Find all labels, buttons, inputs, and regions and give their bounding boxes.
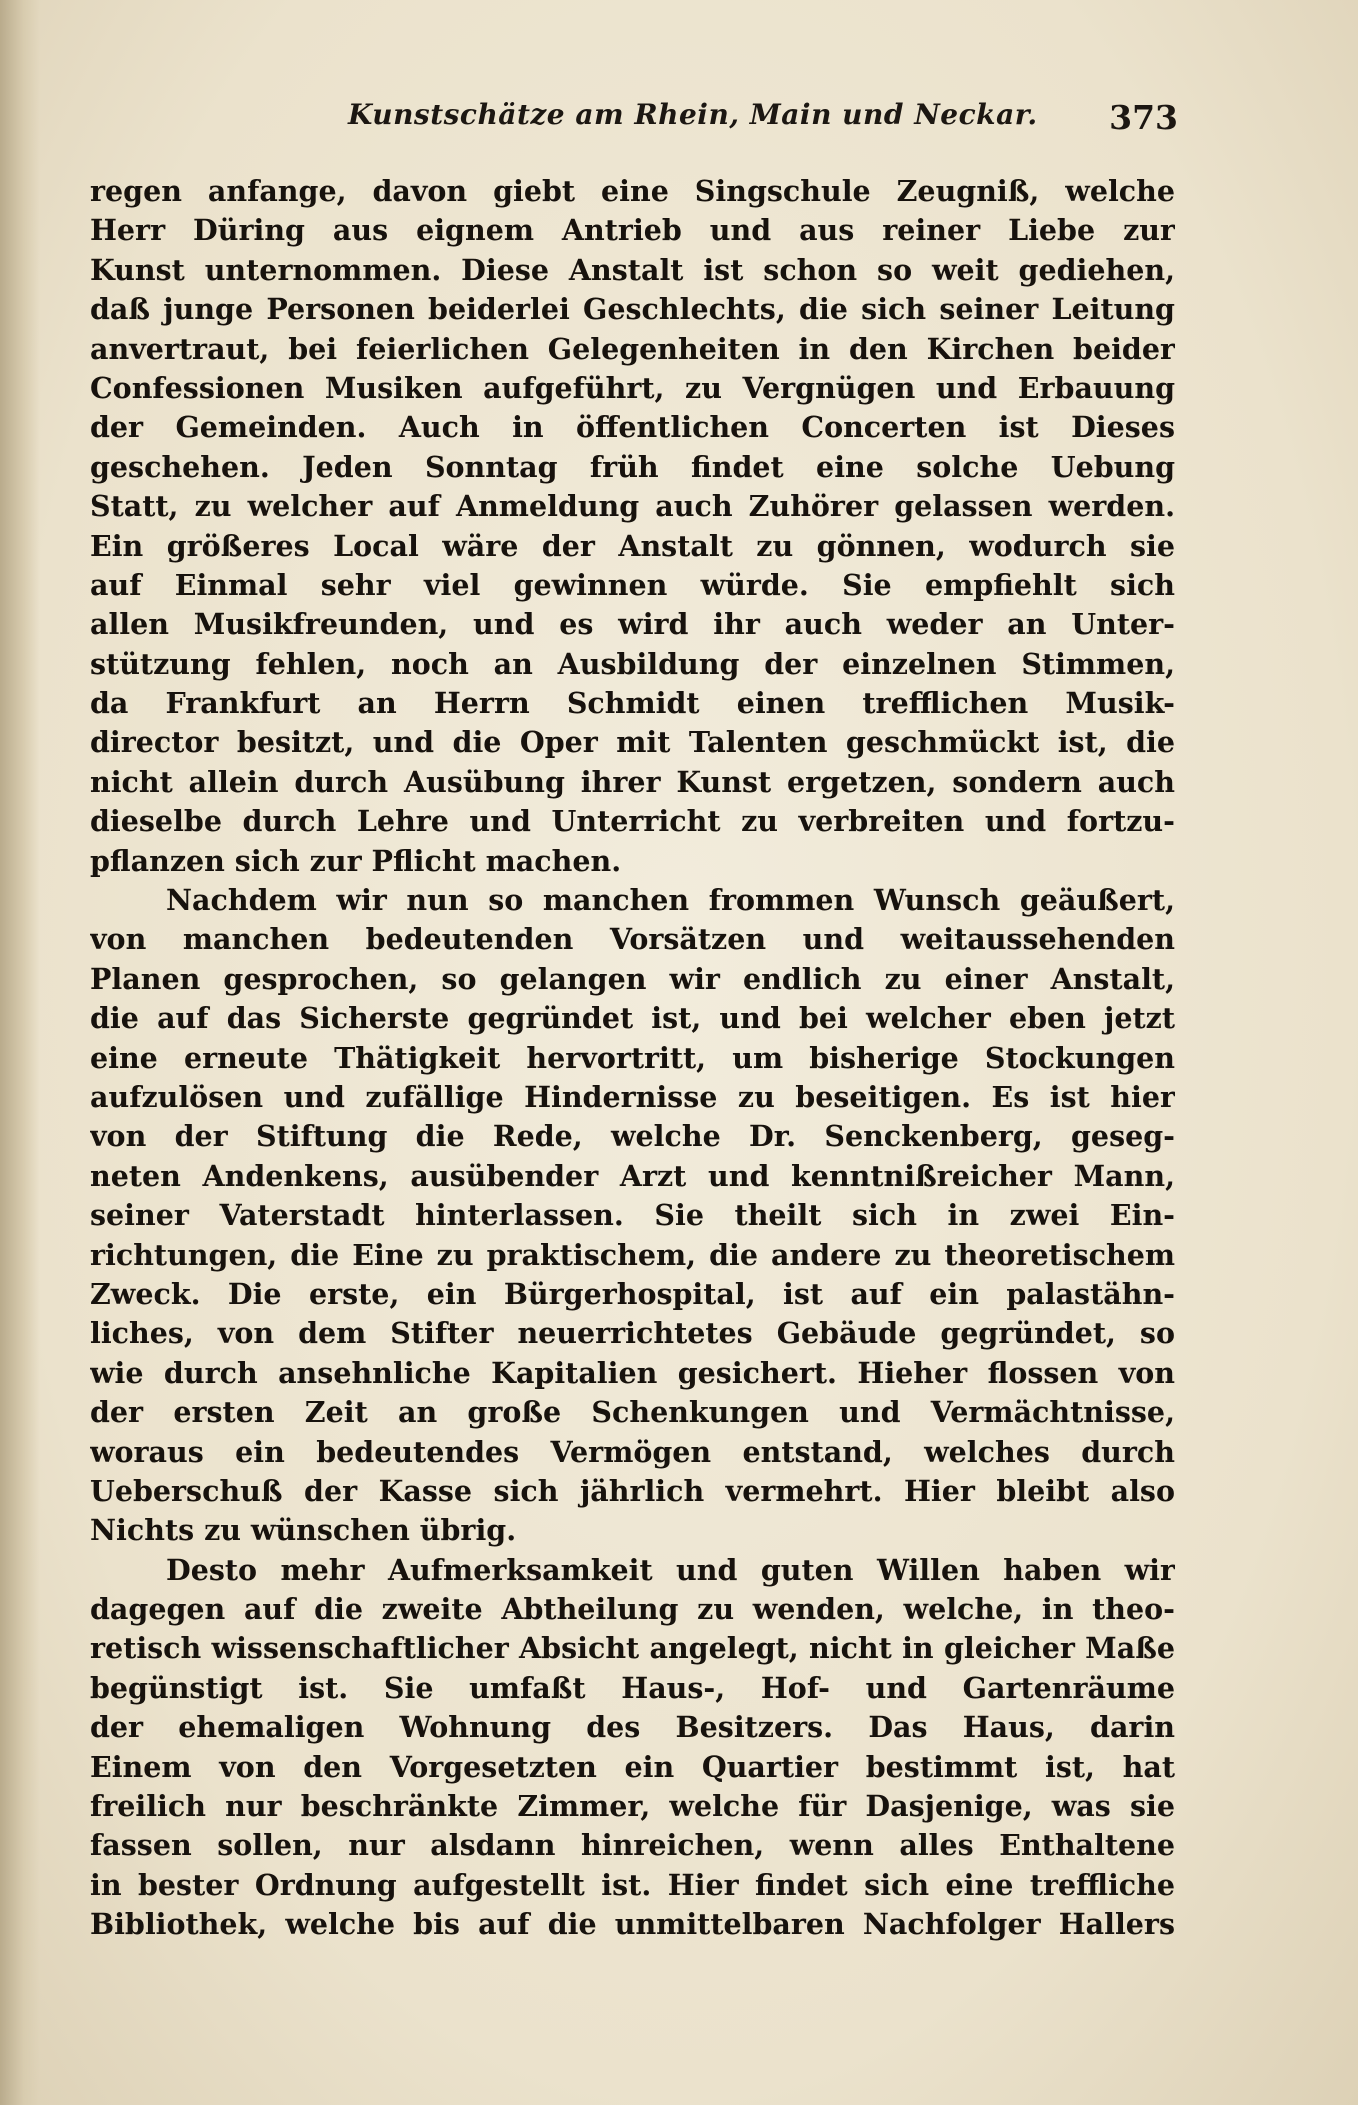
paragraph-end-line: pflanzen sich zur Pflicht machen. — [90, 843, 622, 878]
text-line: freilich nur beschränkte Zimmer, welche für Dasjenige, was sie — [90, 1789, 1175, 1824]
paragraph-end-line: Nichts zu wünschen übrig. — [90, 1513, 517, 1548]
text-line: Statt, zu welcher auf Anmeldung auch Zuhörer gelassen werden. — [90, 489, 1175, 524]
text-line: dieselbe durch Lehre und Unterricht zu verbreiten und fortzu- — [90, 804, 1175, 839]
binding-shadow — [0, 0, 40, 2105]
text-line: auf Einmal sehr viel gewinnen würde. Sie empfiehlt sich — [90, 567, 1175, 602]
text-line: liches, von dem Stifter neuerrichtetes Gebäude gegründet, so — [90, 1316, 1175, 1351]
text-line: der Gemeinden. Auch in öffentlichen Concerten ist Dieses — [90, 410, 1175, 445]
text-line: in bester Ordnung aufgestellt ist. Hier findet sich eine treffliche — [90, 1867, 1175, 1902]
text-line: Ein größeres Local wäre der Anstalt zu gönnen, wodurch sie — [90, 528, 1175, 563]
text-line: Confessionen Musiken aufgeführt, zu Vergnügen und Erbauung — [90, 370, 1175, 405]
text-line: wie durch ansehnliche Kapitalien gesichert. Hieher flossen von — [90, 1355, 1175, 1390]
text-line: director besitzt, und die Oper mit Talenten geschmückt ist, die — [90, 725, 1175, 760]
text-line: da Frankfurt an Herrn Schmidt einen trefflichen Musik- — [90, 686, 1175, 721]
page-number: 373 — [1109, 98, 1178, 137]
text-line: Ueberschuß der Kasse sich jährlich vermehrt. Hier bleibt also — [90, 1473, 1175, 1508]
text-line: die auf das Sicherste gegründet ist, und bei welcher eben jetzt — [90, 1001, 1175, 1036]
paragraph-start-line: Nachdem wir nun so manchen frommen Wunsch geäußert, — [166, 883, 1175, 918]
text-line: begünstigt ist. Sie umfaßt Haus-, Hof- und Gartenräume — [90, 1670, 1175, 1705]
body-text — [90, 172, 1175, 1945]
paragraph-start-line: Desto mehr Aufmerksamkeit und guten Willen haben wir — [166, 1552, 1175, 1587]
text-line: Kunst unternommen. Diese Anstalt ist schon so weit gediehen, — [90, 252, 1175, 287]
text-line: fassen sollen, nur alsdann hinreichen, wenn alles Enthaltene — [90, 1828, 1175, 1863]
text-line: Bibliothek, welche bis auf die unmittelbaren Nachfolger Hallers — [90, 1907, 1175, 1942]
text-line: geschehen. Jeden Sonntag früh findet eine solche Uebung — [90, 449, 1175, 484]
running-title: Kunstschätze am Rhein, Main und Neckar. — [348, 98, 1038, 131]
text-line: Einem von den Vorgesetzten ein Quartier bestimmt ist, hat — [90, 1749, 1175, 1784]
text-line: daß junge Personen beiderlei Geschlechts, die sich seiner Leitung — [90, 292, 1175, 327]
text-line: retisch wissenschaftlicher Absicht angelegt, nicht in gleicher Maße — [90, 1631, 1175, 1666]
text-line: Planen gesprochen, so gelangen wir endlich zu einer Anstalt, — [90, 961, 1175, 996]
text-line: stützung fehlen, noch an Ausbildung der einzelnen Stimmen, — [90, 646, 1175, 681]
text-line: von der Stiftung die Rede, welche Dr. Senckenberg, geseg- — [90, 1119, 1175, 1154]
text-line: dagegen auf die zweite Abtheilung zu wenden, welche, in theo- — [90, 1592, 1175, 1627]
text-line: der ehemaligen Wohnung des Besitzers. Das Haus, darin — [90, 1710, 1175, 1745]
text-line: allen Musikfreunden, und es wird ihr auch weder an Unter- — [90, 607, 1175, 642]
text-line: eine erneute Thätigkeit hervortritt, um bisherige Stockungen — [90, 1040, 1175, 1075]
text-line: neten Andenkens, ausübender Arzt und kenntnißreicher Mann, — [90, 1158, 1175, 1193]
text-line: aufzulösen und zufällige Hindernisse zu beseitigen. Es ist hier — [90, 1079, 1175, 1114]
text-line: der ersten Zeit an große Schenkungen und Vermächtnisse, — [90, 1395, 1175, 1430]
text-line: regen anfange, davon giebt eine Singschule Zeugniß, welche — [90, 174, 1175, 208]
text-line: anvertraut, bei feierlichen Gelegenheiten in den Kirchen beider — [90, 331, 1175, 366]
text-line: Herr Düring aus eignem Antrieb und aus reiner Liebe zur — [90, 213, 1175, 248]
text-line: richtungen, die Eine zu praktischem, die andere zu theoretischem — [90, 1237, 1175, 1272]
text-line: seiner Vaterstadt hinterlassen. Sie theilt sich in zwei Ein- — [90, 1198, 1175, 1233]
text-line: Zweck. Die erste, ein Bürgerhospital, ist auf ein palastähn- — [90, 1276, 1175, 1311]
text-line: nicht allein durch Ausübung ihrer Kunst ergetzen, sondern auch — [90, 764, 1175, 799]
text-line: von manchen bedeutenden Vorsätzen und weitaussehenden — [90, 922, 1175, 957]
page-header — [88, 98, 1178, 138]
text-line: woraus ein bedeutendes Vermögen entstand, welches durch — [90, 1434, 1175, 1469]
